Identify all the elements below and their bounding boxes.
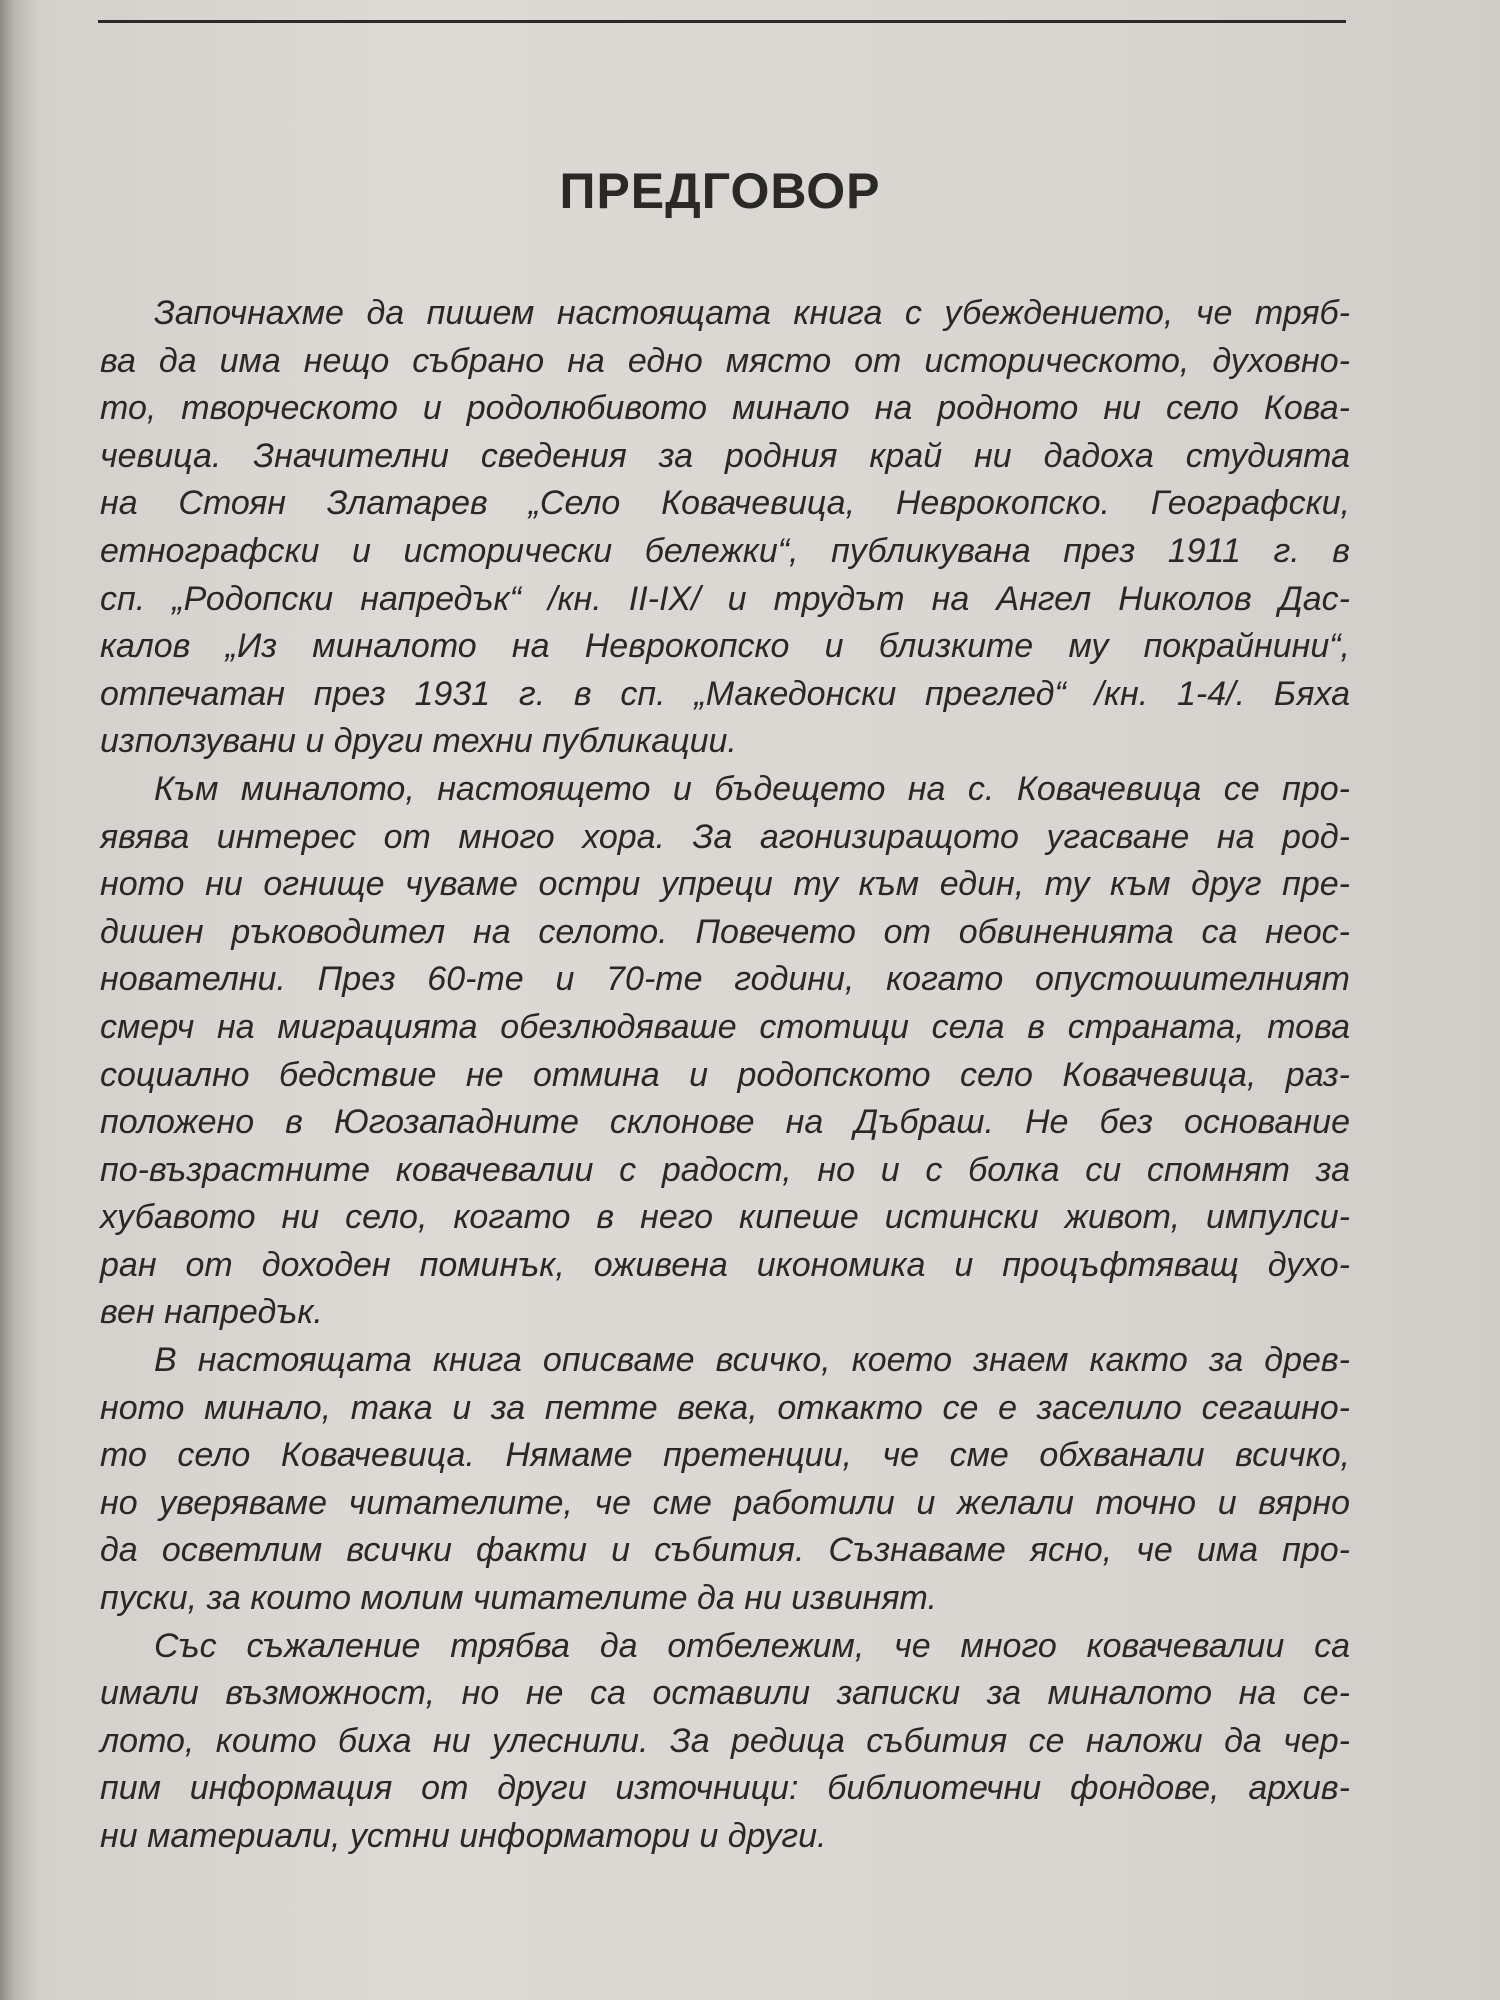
text-line: Започнахме да пишем настоящата книга с убеждението, че тряб-: [154, 294, 1350, 332]
preface-body: [100, 290, 1350, 1861]
text-line: ното минало, така и за петте века, откакто се е заселило сегашно-: [100, 1388, 1350, 1427]
text-line: по-възрастните ковачевалии с радост, но и с болка си спомнят за: [100, 1150, 1350, 1189]
text-line: етнографски и исторически бележки“, публикувана през 1911 г. в: [100, 531, 1350, 570]
text-line: лото, които биха ни улеснили. За редица събития се наложи да чер-: [100, 1721, 1350, 1760]
text-line: пим информация от други източници: библиотечни фондове, архив-: [100, 1769, 1350, 1808]
text-line: на Стоян Златарев „Село Ковачевица, Неврокопско. Географски,: [100, 484, 1350, 523]
text-line: да осветлим всички факти и събития. Съзнаваме ясно, че има про-: [100, 1531, 1350, 1570]
top-rule: [98, 20, 1346, 23]
paragraph: [100, 1337, 1350, 1623]
text-line: положено в Югозападните склонове на Дъбраш. Не без основание: [100, 1103, 1350, 1142]
text-line: но уверяваме читателите, че сме работили и желали точно и вярно: [100, 1483, 1350, 1522]
text-line: имали възможност, но не са оставили записки за миналото на се-: [100, 1674, 1350, 1713]
text-line: пуски, за които молим читателите да ни извинят.: [100, 1579, 937, 1618]
text-line: сп. „Родопски напредък“ /кн. II-IX/ и трудът на Ангел Николов Дас-: [100, 579, 1350, 618]
text-line: хубавото ни село, когато в него кипеше истински живот, импулси-: [100, 1198, 1350, 1237]
paragraph: [100, 1623, 1350, 1861]
text-line: Със съжаление трябва да отбележим, че много ковачевалии са: [154, 1626, 1350, 1665]
text-line: вен напредък.: [100, 1293, 323, 1332]
paragraph: [100, 766, 1350, 1337]
text-line: чевица. Значителни сведения за родния край ни дадоха студията: [100, 436, 1350, 475]
text-line: ни материали, устни информатори и други.: [100, 1817, 827, 1855]
text-line: дишен ръководител на селото. Повечето от обвиненията са неос-: [100, 912, 1350, 951]
text-line: ното ни огнище чуваме остри упреци ту към един, ту към друг пре-: [100, 865, 1350, 904]
text-line: В настоящата книга описваме всичко, което знаем както за древ-: [154, 1341, 1350, 1380]
text-line: калов „Из миналото на Неврокопско и близките му покрайнини“,: [100, 627, 1350, 666]
text-line: смерч на миграцията обезлюдяваше стотици села в страната, това: [100, 1007, 1350, 1046]
text-line: използувани и други техни публикации.: [100, 722, 737, 761]
text-line: то село Ковачевица. Нямаме претенции, че сме обхванали всичко,: [100, 1436, 1350, 1475]
paragraph: [100, 290, 1350, 766]
text-line: ва да има нещо събрано на едно място от историческото, духовно-: [100, 341, 1350, 380]
page-title: ПРЕДГОВОР: [559, 163, 881, 219]
text-line: нователни. През 60-те и 70-те години, когато опустошителният: [100, 960, 1350, 999]
text-line: отпечатан през 1931 г. в сп. „Македонски преглед“ /кн. 1-4/. Бяха: [100, 674, 1350, 713]
text-line: ран от доходен поминък, оживена икономика и процъфтяващ духо-: [100, 1245, 1350, 1284]
text-line: то, творческото и родолюбивото минало на родното ни село Кова-: [100, 389, 1350, 428]
text-line: социално бедствие не отмина и родопското село Ковачевица, раз-: [100, 1055, 1350, 1094]
text-line: явява интерес от много хора. За агонизиращото угасване на род-: [100, 817, 1350, 856]
text-line: Към миналото, настоящето и бъдещето на с. Ковачевица се про-: [154, 769, 1350, 808]
